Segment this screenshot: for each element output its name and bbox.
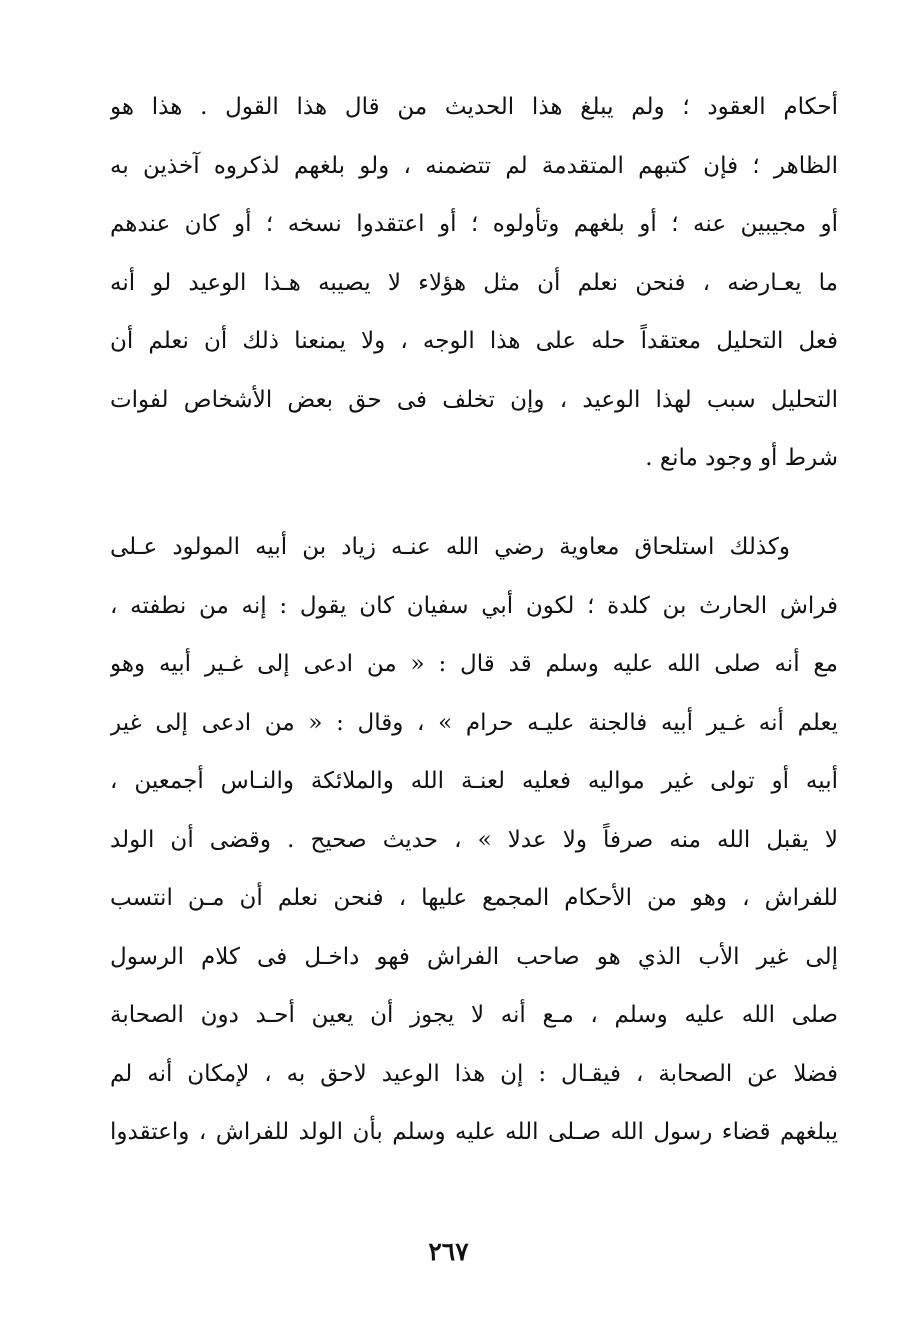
text-line: أبيه أو تولى غير مواليه فعليه لعنـة الله والملائكة والنـاس أجمعين ، xyxy=(110,768,838,794)
text-line: التحليل سبب لهذا الوعيد ، وإن تخلف فى حق بعض الأشخاص لفوات xyxy=(110,386,838,413)
text-line: يعلم أنه غـير أبيه فالجنة عليـه حرام » ، وقال : « من ادعى إلى غير xyxy=(110,709,838,736)
text-line: للفراش ، وهو من الأحكام المجمع عليها ، فنحن نعلم أن مـن انتسب xyxy=(110,885,838,911)
text-line: مع أنه صلى الله عليه وسلم قد قال : « من ادعى إلى غـير أبيه وهو xyxy=(110,651,838,677)
text-line: لا يقبل الله منه صرفاً ولا عدلا » ، حديث صحيح . وقضى أن الولد xyxy=(110,826,838,853)
paragraph-2 xyxy=(110,518,838,1162)
text-line: فضلا عن الصحابة ، فيقـال : إن هذا الوعيد لاحق به ، لإمكان أنه لم xyxy=(110,1060,838,1087)
text-line: ما يعـارضه ، فنحن نعلم أن مثل هؤلاء لا يصيبه هـذا الوعيد لو أنه xyxy=(110,269,838,296)
text-line: يبلغهم قضاء رسول الله صـلى الله عليه وسلم بأن الولد للفراش ، واعتقدوا xyxy=(110,1119,838,1145)
text-line: أحكام العقود ؛ ولم يبلغ هذا الحديث من قال هذا القول . هذا هو xyxy=(110,94,838,120)
text-line: وكذلك استلحاق معاوية رضي الله عنـه زياد بن أبيه المولود عـلى xyxy=(110,534,790,560)
text-line: إلى غير الأب الذي هو صاحب الفراش فهو داخـل فى كلام الرسول xyxy=(110,943,838,970)
text-line: أو مجيبين عنه ؛ أو بلغهم وتأولوه ؛ أو اعتقدوا نسخه ؛ أو كان عندهم xyxy=(110,211,838,237)
text-line: فراش الحارث بن كلدة ؛ لكون أبي سفيان كان يقول : إنه من نطفته ، xyxy=(110,592,838,619)
text-line: فعل التحليل معتقداً حله على هذا الوجه ، ولا يمنعنا ذلك أن نعلم أن xyxy=(110,328,838,354)
paragraph-1 xyxy=(110,78,838,488)
text-line: الظاهر ؛ فإن كتبهم المتقدمة لم تتضمنه ، ولو بلغهم لذكروه آخذين به xyxy=(110,152,838,179)
text-line: صلى الله عليه وسلم ، مـع أنه لا يجوز أن يعين أحـد دون الصحابة xyxy=(110,1002,838,1028)
text-line: شرط أو وجود مانع . xyxy=(645,445,838,471)
page-number: ٢٦٧ xyxy=(428,1237,469,1266)
